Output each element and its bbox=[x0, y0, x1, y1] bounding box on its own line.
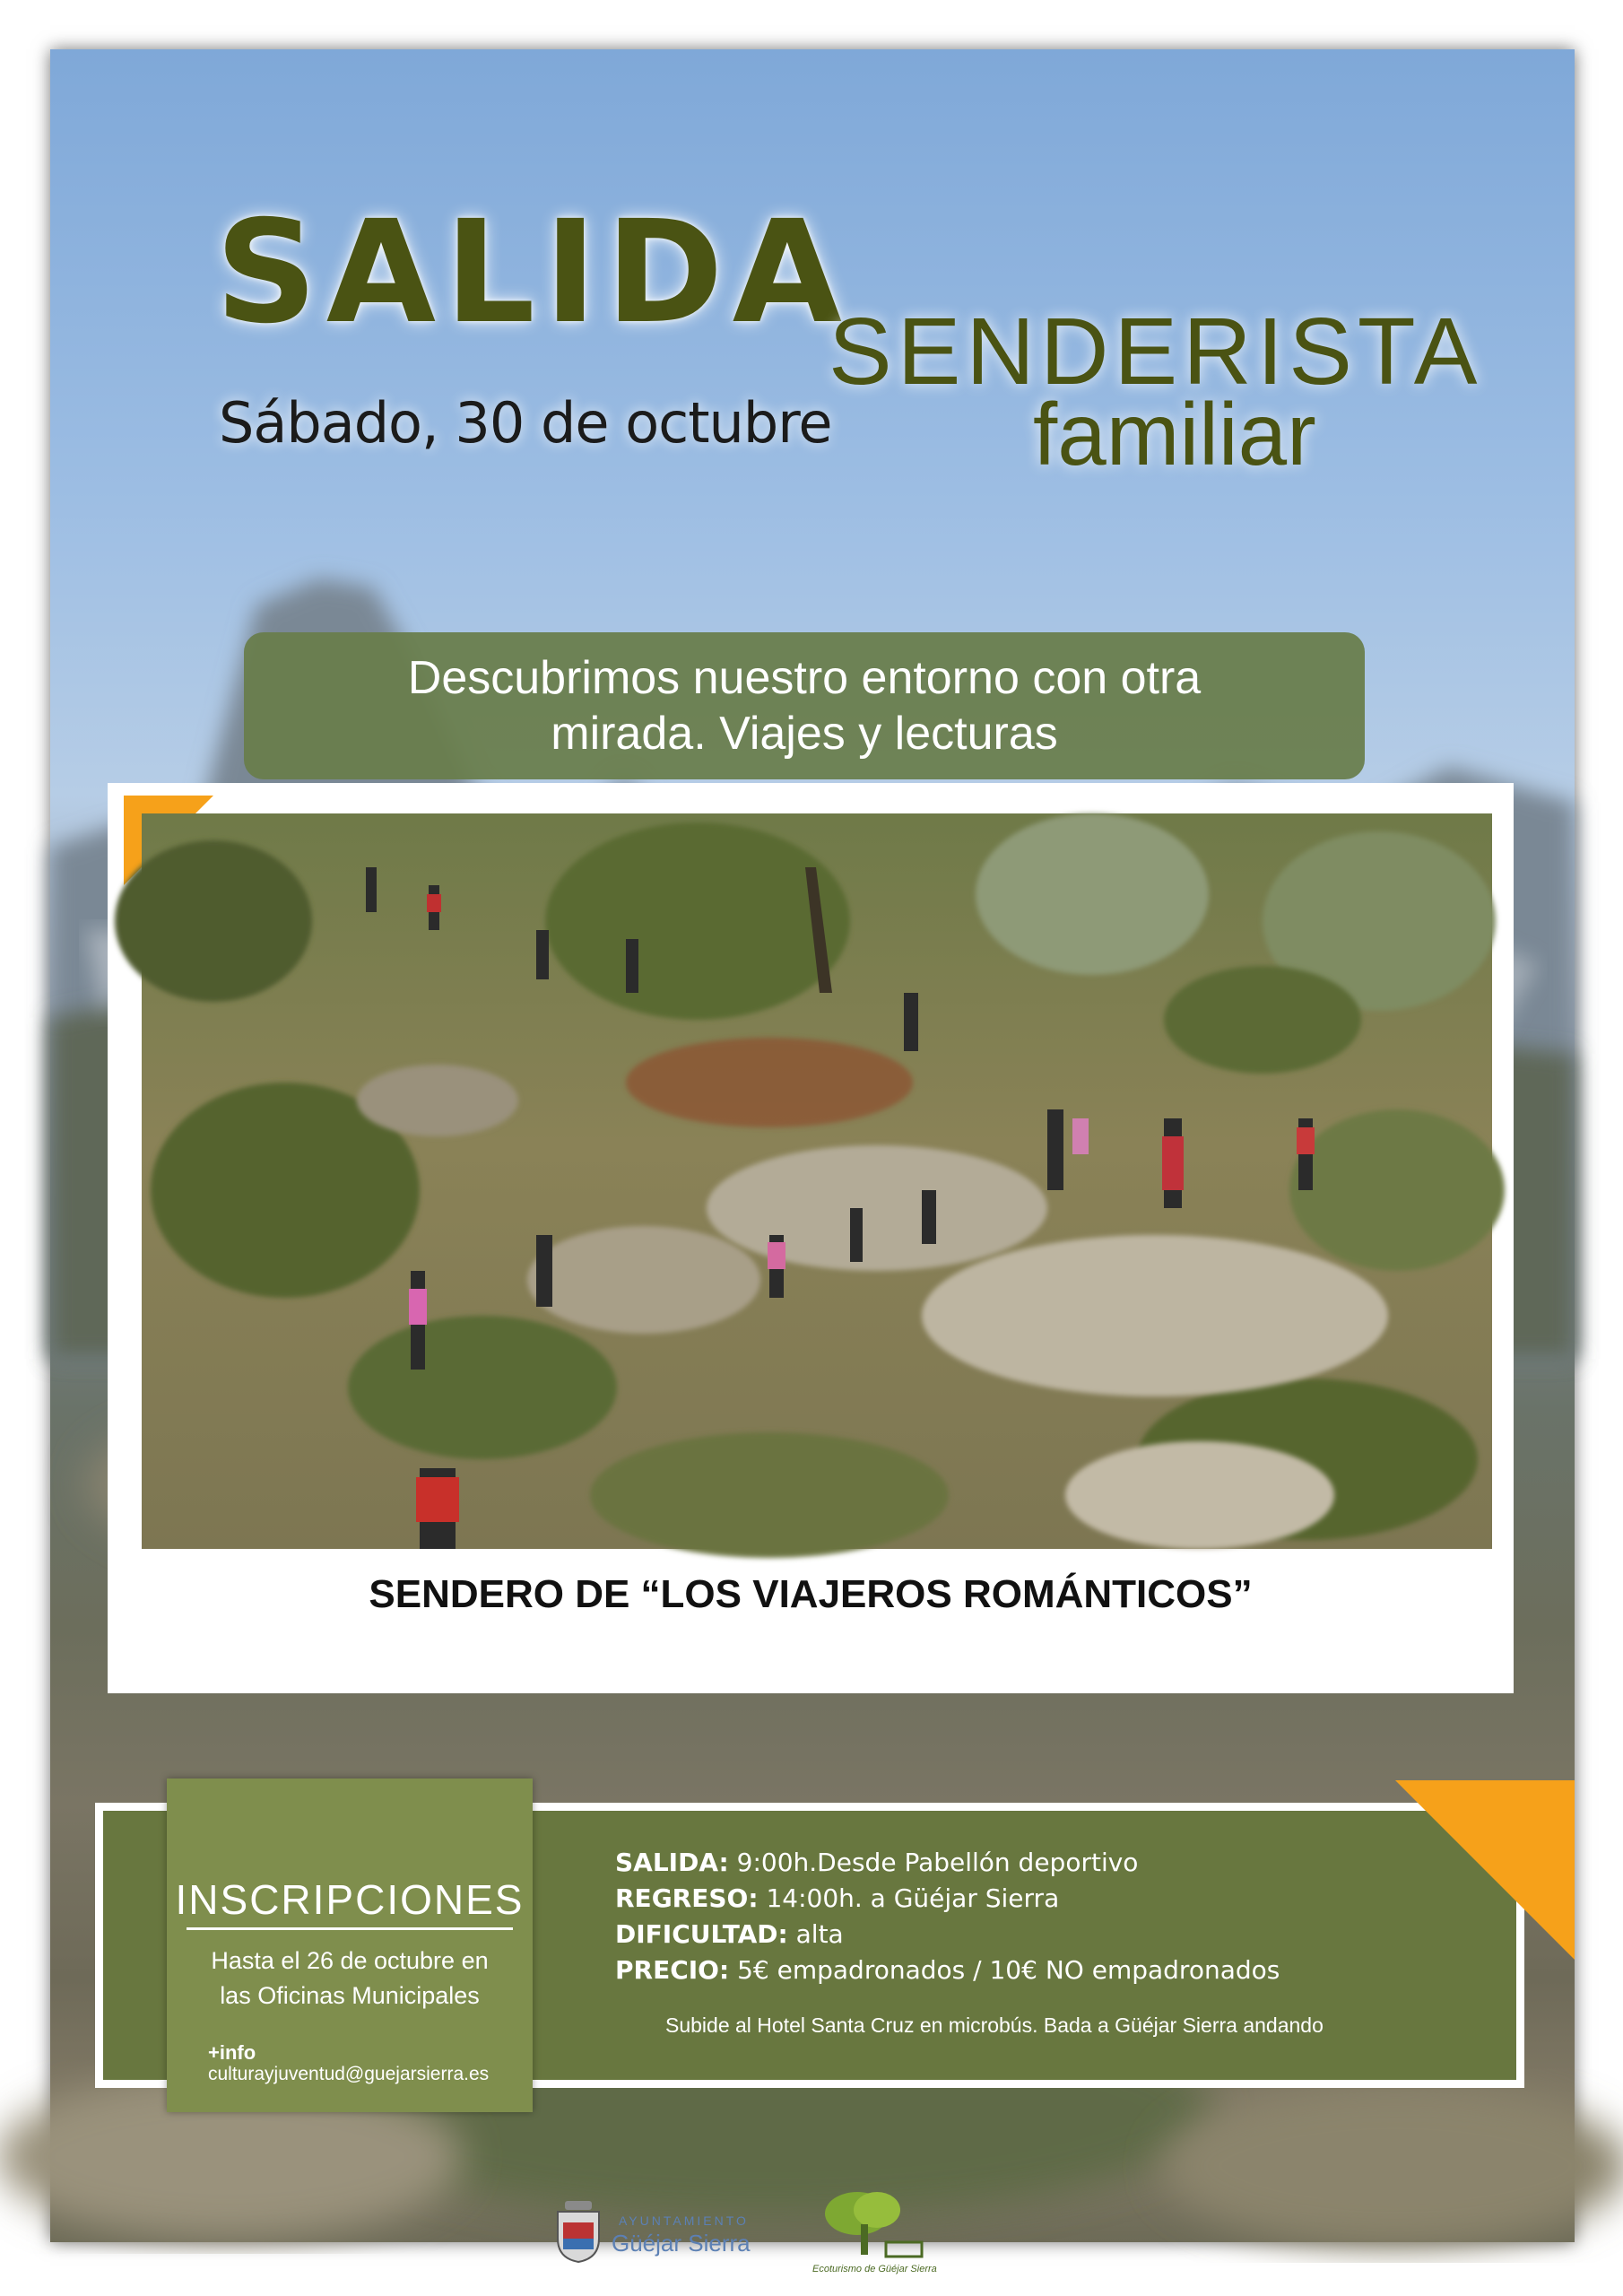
ayuntamiento-crest-icon bbox=[552, 2199, 604, 2264]
event-details bbox=[615, 1845, 1280, 1988]
detail-dificultad-label: DIFICULTAD: bbox=[615, 1919, 788, 1949]
ayuntamiento-name: Güéjar Sierra bbox=[612, 2230, 751, 2257]
detail-salida-value: 9:00h.Desde Pabellón deportivo bbox=[736, 1848, 1139, 1877]
info-corner-accent bbox=[1395, 1780, 1575, 1960]
tagline-text: Descubrimos nuestro entorno con otra mirada. Viajes y lecturas bbox=[407, 651, 1202, 760]
title-salida: SALIDA bbox=[215, 190, 851, 355]
detail-regreso-label: REGRESO: bbox=[615, 1883, 759, 1913]
title-familiar: familiar bbox=[1033, 385, 1316, 483]
detail-dificultad-value: alta bbox=[795, 1919, 844, 1949]
inscripciones-deadline bbox=[167, 1944, 533, 2013]
hikers-photo bbox=[142, 813, 1492, 1549]
event-date: Sábado, 30 de octubre bbox=[219, 390, 832, 456]
detail-salida-label: SALIDA: bbox=[615, 1848, 729, 1877]
detail-precio-label: PRECIO: bbox=[615, 1955, 730, 1985]
inscripciones-box bbox=[167, 1779, 533, 2112]
ayuntamiento-label: AYUNTAMIENTO bbox=[619, 2213, 749, 2228]
transport-note: Subide al Hotel Santa Cruz en microbús. Bada a Güéjar Sierra andando bbox=[665, 2013, 1324, 2037]
poster bbox=[50, 49, 1575, 2274]
detail-dificultad bbox=[615, 1917, 1280, 1952]
tagline-banner bbox=[244, 632, 1365, 779]
detail-salida bbox=[615, 1845, 1280, 1881]
ecoturismo-label: Ecoturismo de Güéjar Sierra bbox=[812, 2264, 937, 2274]
detail-regreso bbox=[615, 1881, 1280, 1917]
logos-footer bbox=[552, 2188, 1055, 2287]
photo-caption: SENDERO DE “LOS VIAJEROS ROMÁNTICOS” bbox=[369, 1572, 1253, 1616]
more-info-label: +info bbox=[208, 2041, 256, 2064]
contact-email[interactable]: culturayjuventud@guejarsierra.es bbox=[208, 2064, 490, 2084]
detail-precio bbox=[615, 1952, 1280, 1988]
photo-card bbox=[108, 783, 1514, 1693]
ecoturismo-tree-icon bbox=[821, 2188, 929, 2260]
detail-precio-value: 5€ empadronados / 10€ NO empadronados bbox=[737, 1955, 1280, 1985]
title-senderista: SENDERISTA bbox=[829, 299, 1483, 404]
detail-regreso-value: 14:00h. a Güéjar Sierra bbox=[766, 1883, 1060, 1913]
inscripciones-line-2: las Oficinas Municipales bbox=[220, 1982, 480, 2009]
inscripciones-divider bbox=[187, 1927, 513, 1930]
inscripciones-line-1: Hasta el 26 de octubre en bbox=[211, 1947, 489, 1974]
inscripciones-title: INSCRIPCIONES bbox=[175, 1876, 525, 1923]
